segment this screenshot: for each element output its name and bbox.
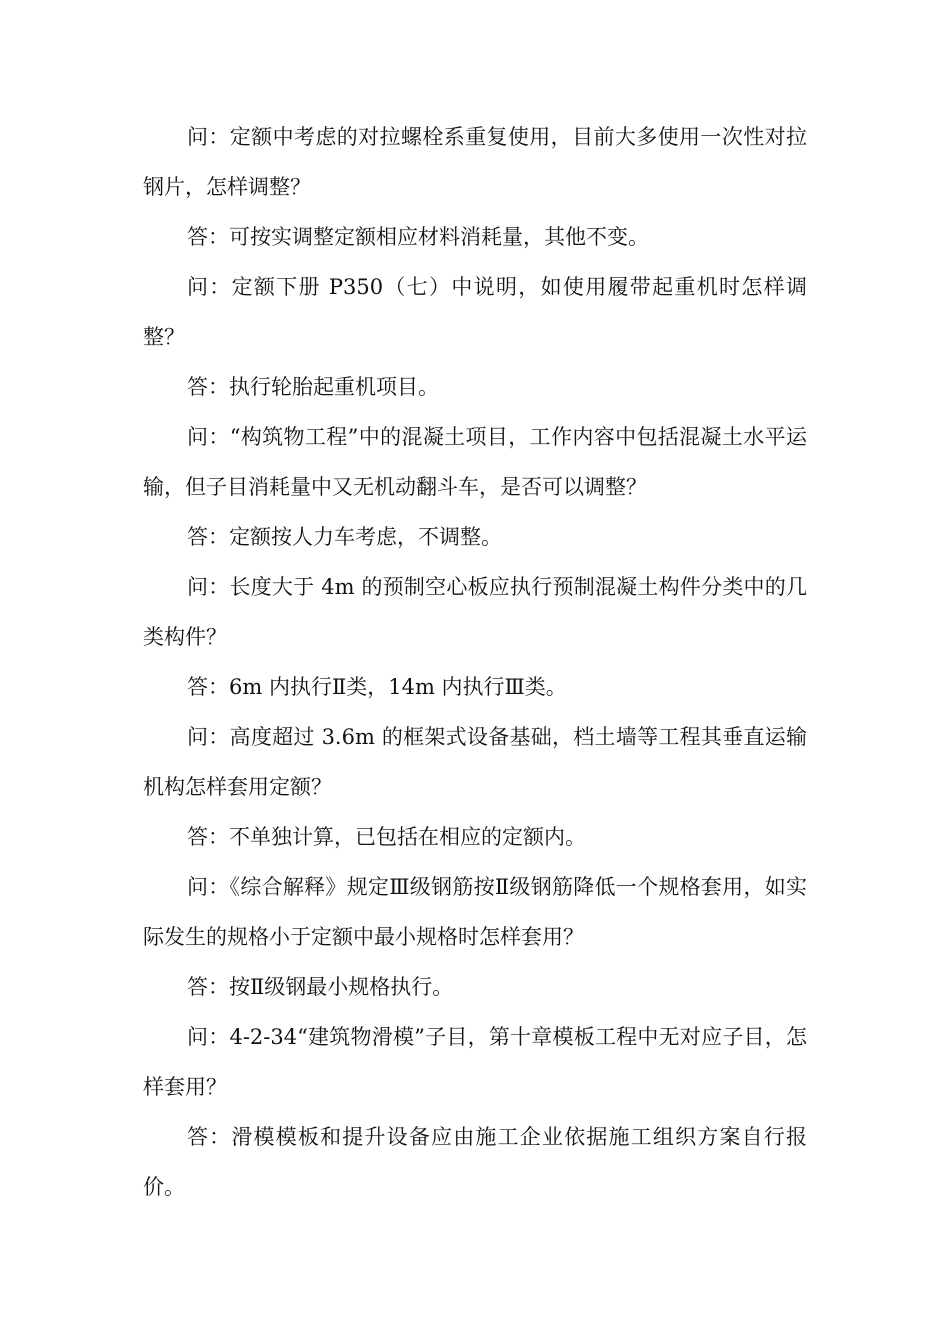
- document-body: [143, 112, 807, 1212]
- question-paragraph: 问：定额下册 P350（七）中说明，如使用履带起重机时怎样调整？: [143, 275, 807, 349]
- question-paragraph: 问：《综合解释》规定Ⅲ级钢筋按Ⅱ级钢筋降低一个规格套用，如实际发生的规格小于定额中最小规格时怎样套用？: [143, 875, 807, 949]
- answer-paragraph: 答：不单独计算，已包括在相应的定额内。: [187, 825, 586, 849]
- answer-paragraph: 答：滑模模板和提升设备应由施工企业依据施工组织方案自行报价。: [143, 1125, 807, 1199]
- question-paragraph: 问：定额中考虑的对拉螺栓系重复使用，目前大多使用一次性对拉钢片，怎样调整？: [143, 125, 807, 199]
- answer-paragraph: 答：定额按人力车考虑，不调整。: [187, 525, 502, 549]
- answer-paragraph: 答：执行轮胎起重机项目。: [187, 375, 439, 399]
- answer-paragraph: 答：按Ⅱ级钢最小规格执行。: [187, 975, 454, 999]
- answer-paragraph: 答：可按实调整定额相应材料消耗量，其他不变。: [187, 225, 649, 249]
- question-paragraph: 问：高度超过 3.6m 的框架式设备基础，档土墙等工程其垂直运输机构怎样套用定额？: [143, 725, 807, 799]
- question-paragraph: 问：“构筑物工程”中的混凝土项目，工作内容中包括混凝土水平运输，但子目消耗量中又无机动翻斗车，是否可以调整？: [143, 425, 807, 499]
- question-paragraph: 问：4-2-34“建筑物滑模”子目，第十章模板工程中无对应子目，怎样套用？: [143, 1025, 807, 1099]
- answer-paragraph: 答：6m 内执行Ⅱ类，14m 内执行Ⅲ类。: [187, 675, 567, 699]
- question-paragraph: 问：长度大于 4m 的预制空心板应执行预制混凝土构件分类中的几类构件？: [143, 575, 807, 649]
